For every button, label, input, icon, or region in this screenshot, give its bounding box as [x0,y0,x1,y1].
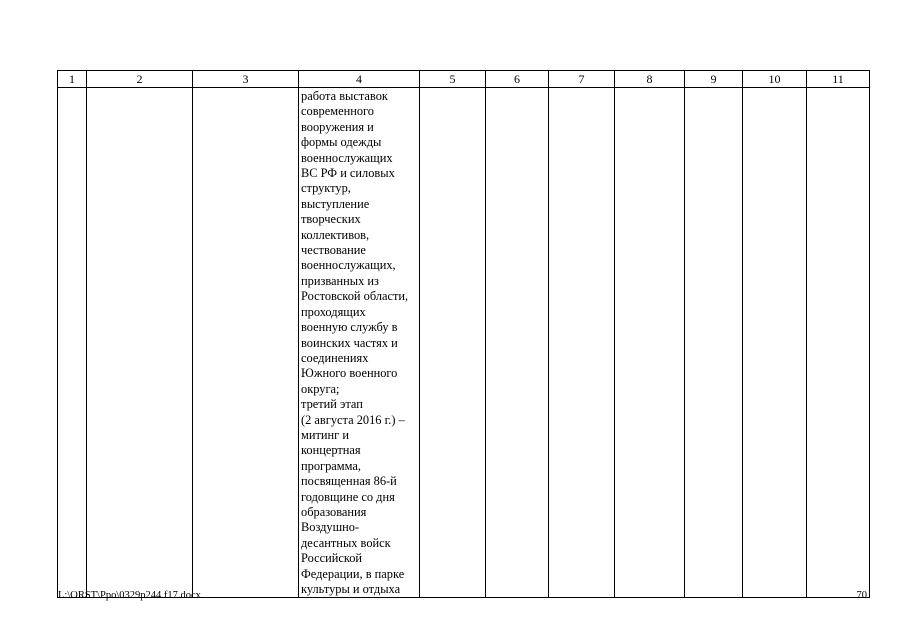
text-line: Ростовской области, [301,289,409,304]
text-line: Южного военного [301,366,398,381]
text-line: соединениях [301,350,369,365]
page-number: 70 [856,590,867,601]
text-line: формы одежды [301,135,382,150]
column-header-3: 3 [193,71,299,88]
text-line: Федерации, в парке [301,566,405,581]
column-header-7: 7 [549,71,615,88]
cell-col-10 [743,88,807,598]
cell-col-6 [486,88,549,598]
text-line: структур, [301,181,351,196]
cell-col-3 [193,88,299,598]
cell-col-8 [615,88,685,598]
text-line: чествование [301,243,366,258]
text-line: округа; [301,381,340,396]
text-line: творческих [301,212,361,227]
text-line: десантных войск [301,535,391,550]
text-line: третий этап [301,397,363,412]
cell-col-1 [58,88,87,598]
text-line: работа выставок [301,89,388,103]
column-header-10: 10 [743,71,807,88]
column-header-9: 9 [685,71,743,88]
data-table [57,70,870,598]
header-row [58,71,870,88]
text-line: призванных из [301,273,379,288]
text-line: военнослужащих, [301,258,396,273]
cell-col-9 [685,88,743,598]
text-line: Российской [301,551,363,566]
cell-col-7 [549,88,615,598]
text-line: образования [301,504,367,519]
text-line: коллективов, [301,227,370,242]
text-line: выступление [301,196,370,211]
cell-col-2 [87,88,193,598]
column-header-1: 1 [58,71,87,88]
text-line: (2 августа 2016 г.) – [301,412,405,427]
footer-file-path: L:\ORST\Ppo\0329p244.f17.docx [58,590,201,601]
column-header-4: 4 [299,71,420,88]
text-line: ВС РФ и силовых [301,166,395,181]
text-line: проходящих [301,304,366,319]
event-description [299,88,419,597]
table-row [58,88,870,598]
text-line: культуры и отдыха [301,582,401,596]
text-line: военнослужащих [301,150,393,165]
text-line: посвященная 86-й [301,474,397,489]
column-header-8: 8 [615,71,685,88]
text-line: Воздушно- [301,520,360,535]
text-line: концертная [301,443,361,458]
text-line: воинских частях и [301,335,398,350]
text-line: вооружения и [301,119,374,134]
column-header-11: 11 [807,71,870,88]
text-line: программа, [301,458,361,473]
column-header-2: 2 [87,71,193,88]
text-line: современного [301,104,375,119]
cell-col-5 [420,88,486,598]
text-line: митинг и [301,427,349,442]
text-line: годовщине со дня [301,489,395,504]
text-line: военную службу в [301,320,398,335]
cell-col-4 [299,88,420,598]
cell-col-11 [807,88,870,598]
column-header-5: 5 [420,71,486,88]
column-header-6: 6 [486,71,549,88]
